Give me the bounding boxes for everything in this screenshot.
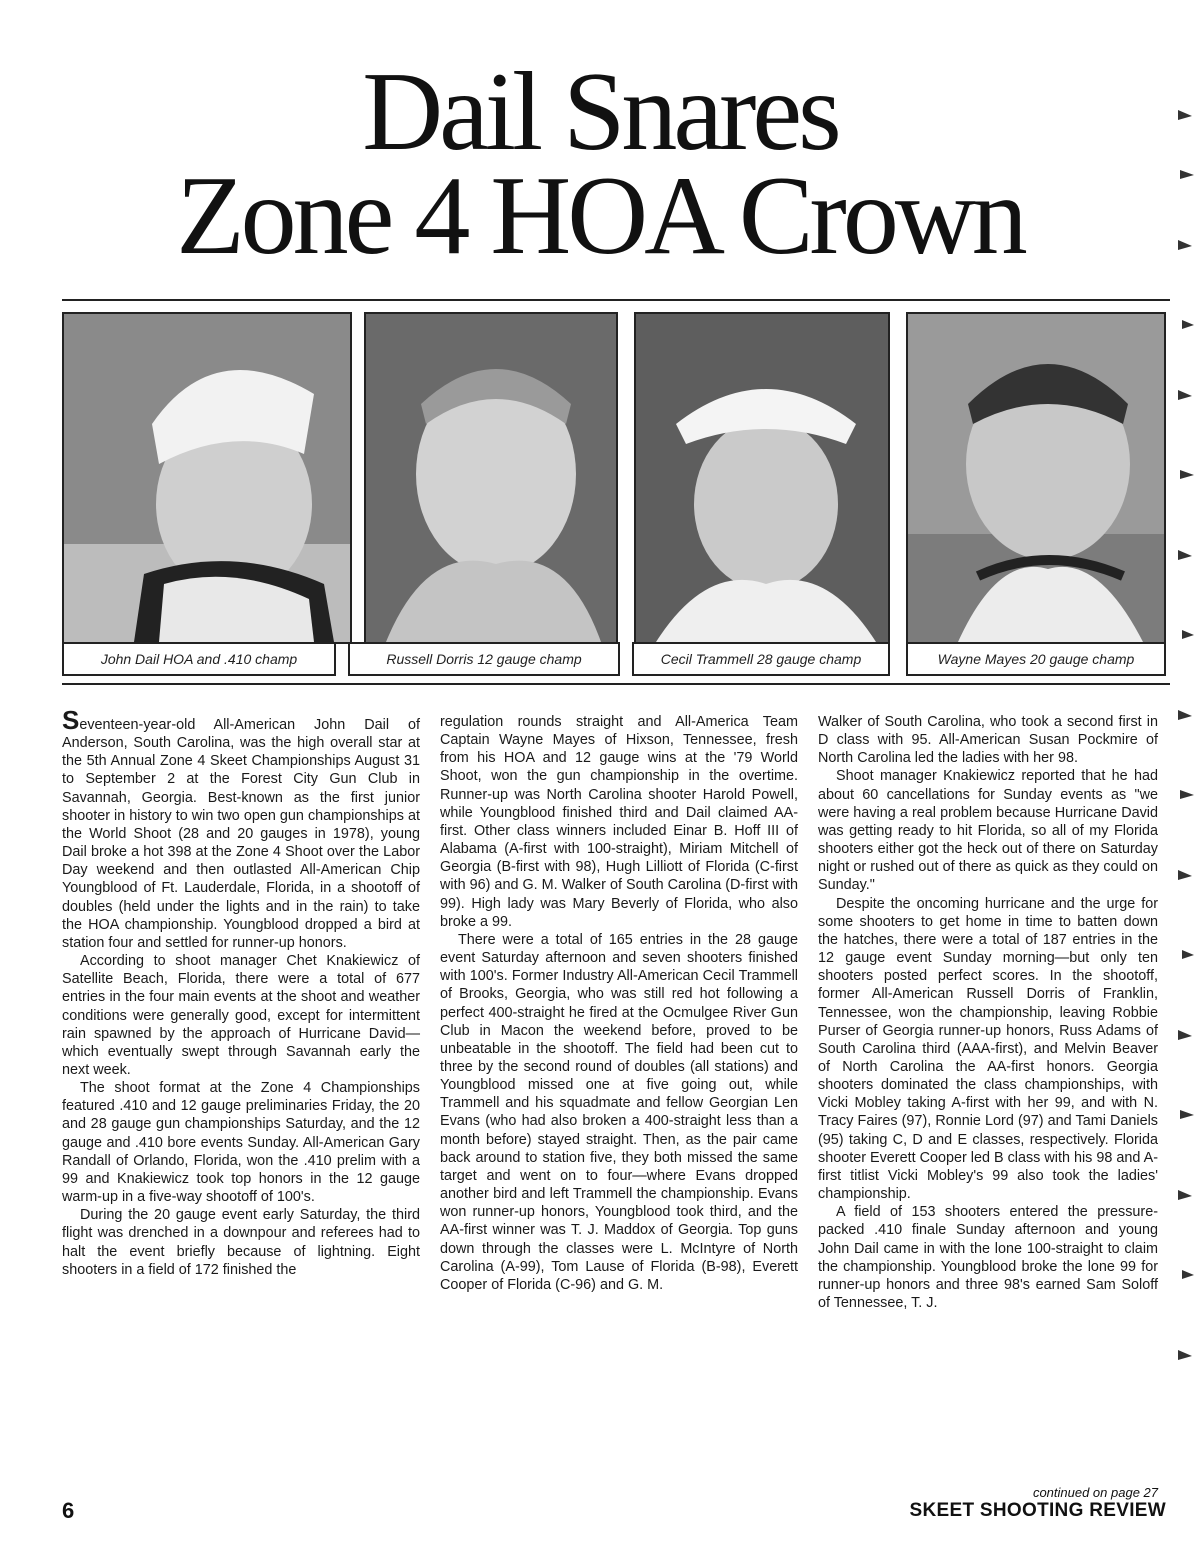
headline-line-1: Dail Snares — [362, 50, 838, 174]
paragraph — [62, 705, 420, 952]
portrait-image — [64, 314, 350, 642]
paragraph: A field of 153 shooters entered the pressure-packed .410 finale Sunday afternoon and young John Dail came in with the lone 100-straight to claim the championship. Youngblood broke the lone 99 for runner-up honors and three 98's earned Sam Soloff of Tennessee, T. J. — [818, 1204, 1158, 1311]
paragraph: According to shoot manager Chet Knakiewicz of Satellite Beach, Florida, there were a total of 677 entries in the four main events at the shoot and weather conditions were generally good, except for intermittent rain spawned by the approach of Hurricane David—which eventually swept through Savannah early the next week. — [62, 953, 420, 1078]
caption-cecil-trammell: Cecil Trammell 28 gauge champ — [632, 642, 890, 676]
page-number: 6 — [62, 1498, 75, 1523]
paragraph: Despite the oncoming hurricane and the urge for some shooters to get home in time to batten down the hatches, there were a total of 187 entries in the 12 gauge event Sunday morning—but only ten shooters posted perfect scores. In the shootoff, former All-American Russell Dorris of Franklin, Tennessee, won the championship, leaving Robbie Purser of Georgia runner-up honors, Russ Adams of South Carolina third (AAA-first), and Melvin Beaver of North Carolina the AA-first honors. Georgia shooters dominated the class championships, with Vicki Mobley taking A-first with her 99, and with N. Tracy Faires (97), Ronnie Lord (97) and Tami Daniels (95) taking C, D and E classes, respectively. Florida shooter Everett Cooper led B class with his 98 and A-first titlist Vicki Mobley's 99 also took the ladies' championship. — [818, 895, 1158, 1203]
caption-russell-dorris: Russell Dorris 12 gauge champ — [348, 642, 620, 676]
article-column-1 — [62, 705, 420, 1279]
headline — [0, 50, 1200, 278]
headline-line-2: Zone 4 HOA Crown — [176, 154, 1024, 278]
photo-wayne-mayes — [906, 312, 1166, 644]
top-rule — [62, 299, 1170, 301]
paragraph: Shoot manager Knakiewicz reported that he had about 60 cancellations for Sunday events as "we were having a real problem because Hurricane David was getting ready to hit Florida, so all of my Florida shooters either got the heck out of there on Saturday night or rushed out of there as quick as they could on Sunday." — [818, 768, 1158, 894]
portrait-image — [366, 314, 616, 642]
binding-edge-marks — [1174, 90, 1200, 1490]
paragraph: The shoot format at the Zone 4 Championships featured .410 and 12 gauge preliminaries Friday, the 20 and 28 gauge gun championships Saturday, and the 12 gauge and .410 bore events Sunday. All-American Gary Randall of Orlando, Florida, won the .410 prelim with a 99 and Knakiewicz took top honors in the 12 gauge warm-up in a five-way shootoff of 100's. — [62, 1080, 420, 1206]
photo-russell-dorris — [364, 312, 618, 644]
portrait-image — [908, 314, 1164, 642]
continued-note: continued on page 27 — [1032, 1485, 1158, 1500]
photo-john-dail — [62, 312, 352, 644]
drop-cap: S — [62, 705, 80, 735]
publication-name: SKEET SHOOTING REVIEW — [909, 1500, 1166, 1521]
portrait-image — [636, 314, 888, 642]
article-column-3 — [818, 713, 1158, 1312]
paragraph: Walker of South Carolina, who took a second first in D class with 95. All-American Susan Pockmire of North Carolina led the ladies with her 98. — [818, 714, 1158, 767]
paragraph: There were a total of 165 entries in the 28 gauge event Saturday afternoon and seven shooters finished with 100's. Former Industry All-American Cecil Trammell of Brooks, Georgia, who was still red hot following a perfect 400-straight he fired at the Ocmulgee River Gun Club in Macon the weekend before, proved to be unbeatable in the shootoff. The field had been cut to three by the second round of doubles (all stations) and Youngblood missed one at five going out, while Trammell and his squadmate and fellow Georgian Len Evans (who had also broken a 400-straight less than a month before) stayed straight. Then, as the pair came back around to station five, they both missed the same target and went on to four—where Evans dropped another bird and left Trammell the championship. Evans won runner-up honors, Youngblood took third, and the AA-first winner was T. J. Maddox of Georgia. Top guns down through the classes were L. McIntyre of North Carolina (A-99), Tom Lause of Florida (B-98), Everett Cooper of Florida (C-96) and G. M. — [440, 931, 798, 1293]
article-column-2 — [440, 713, 798, 1294]
caption-wayne-mayes: Wayne Mayes 20 gauge champ — [906, 642, 1166, 676]
photo-cecil-trammell — [634, 312, 890, 644]
caption-john-dail: John Dail HOA and .410 champ — [62, 642, 336, 676]
paragraph: During the 20 gauge event early Saturday, the third flight was drenched in a downpour and referees had to halt the event briefly because of lightning. Eight shooters in a field of 172 finished the — [62, 1207, 420, 1278]
paragraph-text: eventeen-year-old All-American John Dail of Anderson, South Carolina, was the high overall star at the 5th Annual Zone 4 Skeet Championships August 31 to September 2 at the Forest City Gun Club in Savannah, Georgia. Best-known as the first junior shooter in history to win two open gun championships at the World Shoot (28 and 20 gauges in 1978), young Dail broke a hot 398 at the Zone 4 Shoot over the Labor Day weekend and then outlasted All-American Chip Youngblood of Ft. Lauderdale, Florida, in a shootoff of doubles (held under the lights and in the rain) to take the HOA championship. Youngblood dropped a bird at station four and settled for runner-up honors. — [62, 717, 420, 951]
paragraph: regulation rounds straight and All-America Team Captain Wayne Mayes of Hixson, Tennessee, fresh from his HOA and 12 gauge wins at the '79 World Shoot, won the gun championship in the overtime. Runner-up was North Carolina shooter Harold Powell, while Youngblood finished third and Dail claimed AA-first. Other class winners included Einar B. Hoff III of Alabama (A-first with 100-straight), Miriam Mitchell of Georgia (B-first with 98), Hugh Lilliott of Florida (C-first with 96) and G. M. Walker of South Carolina (D-first with 99). High lady was Mary Beverly of Florida, who also broke a 99. — [440, 714, 798, 930]
bottom-rule — [62, 683, 1170, 685]
